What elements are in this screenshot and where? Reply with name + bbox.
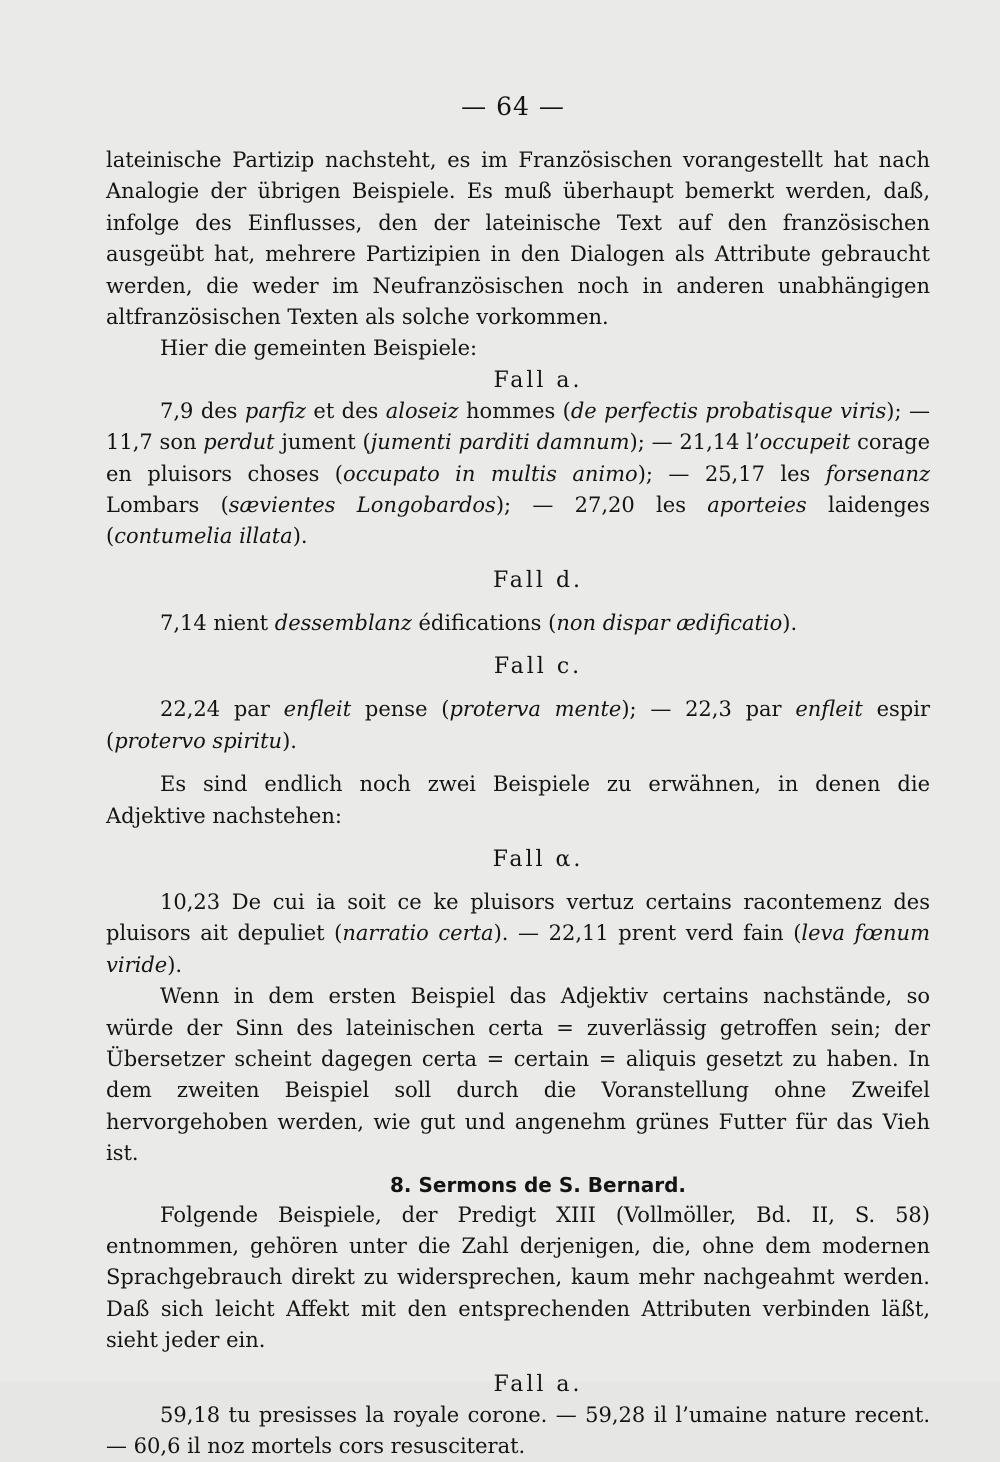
case-heading-a-sermons: Fall a. [493, 1371, 583, 1397]
latin-or-italic-term: proterva mente [449, 697, 622, 722]
latin-or-italic-term: leva fœnum viride [106, 921, 930, 977]
latin-or-italic-term: non dispar ædificatio [556, 610, 783, 635]
latin-or-italic-term: enfleit [795, 697, 863, 722]
section-title: 8. Sermons de S. Bernard. [390, 1172, 686, 1197]
examples-case-alpha: 10,23 De cui ia soit ce ke pluisors vertuz certains racontemenz des pluisors ait depuliet (narratio certa). — 22,11 prent verd fain (leva fœnum viride). [106, 889, 930, 977]
latin-or-italic-term: jumenti parditi damnum [370, 430, 630, 455]
latin-or-italic-term: enfleit [283, 697, 352, 722]
paragraph-sermons: Folgende Beispiele, der Predigt XIII (Vollmöller, Bd. II, S. 58) entnommen, gehören unter die Zahl derjenigen, die, ohne dem modernen Sprachgebrauch direkt zu widersprechen, kaum mehr nachgeahmt werden. Daß sich leicht Affekt mit den entsprechenden Attributen verbinden läßt, sieht jeder ein. [106, 1202, 930, 1353]
latin-or-italic-term: de perfectis probatisque viris [570, 398, 887, 423]
latin-or-italic-term: parfiz [244, 398, 306, 423]
case-heading-c: Fall c. [493, 654, 583, 680]
examples-case-d: 7,14 nient dessemblanz édifications (non dispar ædificatio). [160, 610, 798, 635]
paragraph-postposed-adjectives: Es sind endlich noch zwei Beispiele zu erwähnen, in denen die Adjektive nachstehen: [106, 772, 930, 828]
case-heading-a: Fall a. [493, 367, 583, 393]
latin-or-italic-term: forsenanz [825, 461, 931, 486]
case-heading-d: Fall d. [492, 567, 584, 593]
latin-or-italic-term: occupato in multis animo [343, 461, 638, 486]
page-number: — 64 — [461, 92, 565, 121]
latin-or-italic-term: occupeit [759, 430, 851, 455]
latin-or-italic-term: aporteies [707, 493, 807, 518]
latin-or-italic-term: aloseiz [385, 398, 459, 423]
case-heading-alpha: Fall α. [492, 846, 584, 872]
latin-or-italic-term: protervo spiritu [114, 728, 283, 753]
paragraph-examples-lead: Hier die gemeinten Beispiele: [160, 336, 478, 361]
paragraph-commentary: Wenn in dem ersten Beispiel das Adjektiv certains nachstände, so würde der Sinn des lateinischen certa = zuverlässig getroffen sein; der Übersetzer scheint dagegen certa = certain = aliquis gesetzt zu haben. In dem zweiten Beispiel soll durch die Voranstellung ohne Zweifel hervorgehoben werden, wie gut und angenehm grünes Futter für das Vieh ist. [106, 984, 930, 1166]
latin-or-italic-term: perdut [203, 430, 275, 455]
examples-sermons: 59,18 tu presisses la royale corone. — 59,28 il l’umaine nature recent. — 60,6 il noz mortels cors resusciterat. [106, 1402, 930, 1458]
latin-or-italic-term: sævientes Longobardos [228, 493, 496, 518]
examples-case-c: 22,24 par enfleit pense (proterva mente); — 22,3 par enfleit espir (protervo spiritu). [106, 697, 930, 753]
examples-case-a: 7,9 des parfiz et des aloseiz hommes (de perfectis probatisque viris); — 11,7 son perdut jument (jumenti parditi damnum); — 21,14 l’occupeit corage en pluisors choses (occupato in multis animo); — 25,17 les forsenanz Lombars (sævientes Longobardos); — 27,20 les aporteies laidenges (contumelia illata). [106, 398, 931, 549]
paragraph-intro: lateinische Partizip nachsteht, es im Französischen vorangestellt hat nach Analogie der übrigen Beispiele. Es muß überhaupt bemerkt werden, daß, infolge des Einflusses, den der lateinische Text auf den französischen ausgeübt hat, mehrere Partizipien in den Dialogen als Attribute gebraucht werden, die weder im Neufranzösischen noch in anderen unabhängigen altfranzösischen Texten als solche vorkommen. [106, 148, 930, 330]
latin-or-italic-term: dessemblanz [274, 610, 412, 635]
latin-or-italic-term: narratio certa [342, 921, 494, 946]
latin-or-italic-term: contumelia illata [114, 524, 293, 549]
